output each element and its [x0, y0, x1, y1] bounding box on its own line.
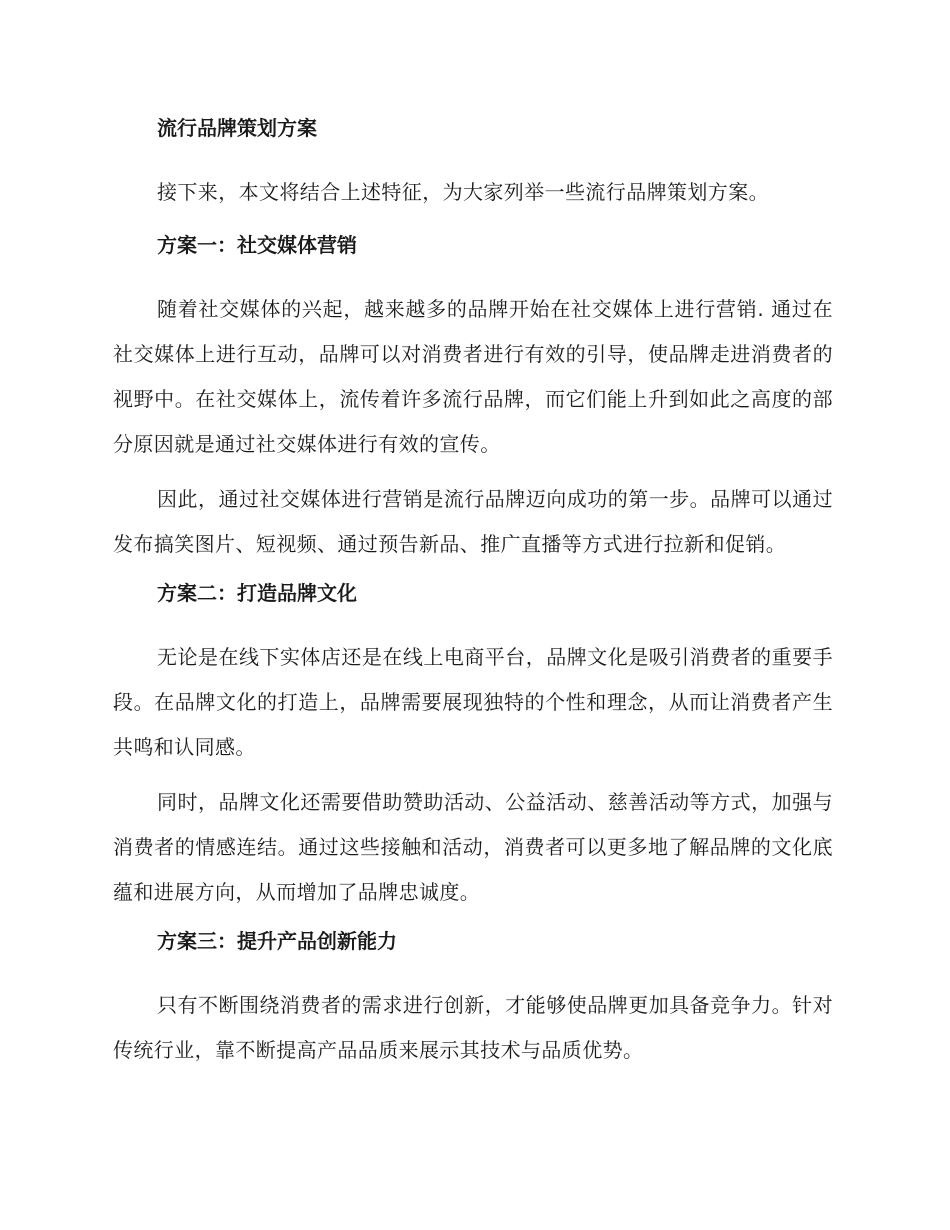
document-page	[113, 112, 833, 1083]
section-3-heading: 方案三：提升产品创新能力	[157, 929, 397, 953]
section-1-heading: 方案一：社交媒体营销	[157, 233, 357, 257]
section-2-paragraph-1: 无论是在线下实体店还是在线上电商平台，品牌文化是吸引消费者的重要手段。在品牌文化的打造上，品牌需要展现独特的个性和理念，从而让消费者产生共鸣和认同感。	[113, 645, 833, 759]
section-1-paragraph-2: 因此，通过社交媒体进行营销是流行品牌迈向成功的第一步。品牌可以通过发布搞笑图片、短视频、通过预告新品、推广直播等方式进行拉新和促销。	[113, 487, 833, 556]
section-3-paragraph-1: 只有不断围绕消费者的需求进行创新，才能够使品牌更加具备竞争力。针对传统行业，靠不断提高产品品质来展示其技术与品质优势。	[113, 993, 833, 1062]
section-2-paragraph-2: 同时，品牌文化还需要借助赞助活动、公益活动、慈善活动等方式，加强与消费者的情感连结。通过这些接触和活动，消费者可以更多地了解品牌的文化底蕴和进展方向，从而增加了品牌忠诚度。	[113, 790, 833, 904]
section-1-paragraph-1: 随着社交媒体的兴起，越来越多的品牌开始在社交媒体上进行营销. 通过在社交媒体上进行互动，品牌可以对消费者进行有效的引导，使品牌走进消费者的视野中。在社交媒体上，流传着许多流行品牌，而它们能上升到如此之高度的部分原因就是通过社交媒体进行有效的宣传。	[113, 297, 833, 456]
section-2-heading: 方案二：打造品牌文化	[157, 581, 357, 605]
intro-paragraph: 接下来，本文将结合上述特征，为大家列举一些流行品牌策划方案。	[157, 180, 769, 204]
document-title: 流行品牌策划方案	[157, 116, 317, 140]
